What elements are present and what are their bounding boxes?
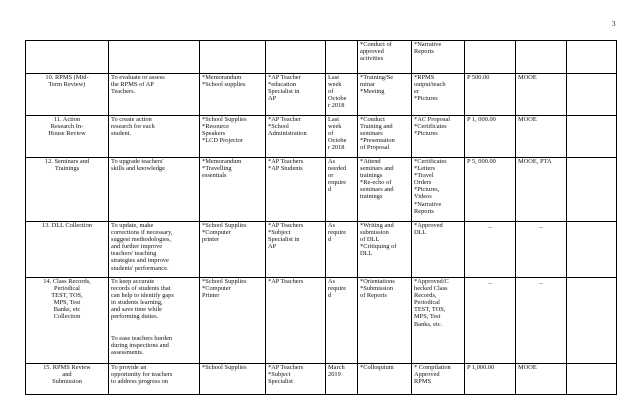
- objective-cell: [109, 41, 200, 74]
- fund-source-cell: _: [516, 222, 567, 278]
- objective-cell: To upgrade teachers' skills and knowledge: [109, 158, 200, 222]
- time-frame-cell: March 2019: [326, 364, 358, 395]
- remarks-cell: [567, 278, 617, 364]
- budget-cell: P 500.00: [465, 74, 516, 116]
- objective-cell: To evaluate or assess the RPMS of AP Teachers.: [109, 74, 200, 116]
- table-row: [26, 222, 617, 278]
- remarks-cell: [567, 222, 617, 278]
- strategies-cell: *Training/Se minar *Meeting: [358, 74, 412, 116]
- expected-output-cell: *Approved DLL: [412, 222, 465, 278]
- strategies-cell: *Writing and submission of DLL *Critiquing of DLL: [358, 222, 412, 278]
- time-frame-cell: As needed or require d: [326, 158, 358, 222]
- activity-cell: 10. RPMS (Mid- Term Review): [26, 74, 109, 116]
- budget-cell: _: [465, 278, 516, 364]
- persons-cell: *AP Teachers: [266, 278, 326, 364]
- strategies-cell: *Colloquium: [358, 364, 412, 395]
- objective-cell: To keep accurate records of students that can help to identify gaps in students learning, and save time while performing duties. To ease teachers burden during inspections and assessments.: [109, 278, 200, 364]
- strategies-cell: *Conduct of approved activities: [358, 41, 412, 74]
- strategies-cell: *Orientations *Submission of Reports: [358, 278, 412, 364]
- table-row: [26, 41, 617, 74]
- expected-output-cell: *Approved/C hecked Class Records, Periodical TEST, TOS, MPS, Test Banks, etc.: [412, 278, 465, 364]
- activity-cell: 14. Class Records, Periodical TEST, TOS, MPS, Test Banks, etc Collection: [26, 278, 109, 364]
- expected-output-cell: *Certificates *Letters *Travel Orders *Pictures, Videos *Narrative Reports: [412, 158, 465, 222]
- budget-cell: P 1, 000.00: [465, 116, 516, 158]
- time-frame-cell: As require d: [326, 222, 358, 278]
- table-row: [26, 74, 617, 116]
- action-plan-table: [25, 40, 617, 395]
- table-row: [26, 116, 617, 158]
- resources-cell: *Memorandum *Travelling essentials: [200, 158, 266, 222]
- remarks-cell: [567, 116, 617, 158]
- budget-cell: P 5, 000.00: [465, 158, 516, 222]
- persons-cell: *AP Teachers *Subject Specialist in AP: [266, 222, 326, 278]
- time-frame-cell: As require d: [326, 278, 358, 364]
- objective-cell: To update, make corrections if necessary, suggest methodologies, and further improve teachers' teaching strategies and improve students' performance.: [109, 222, 200, 278]
- fund-source-cell: MOOE: [516, 116, 567, 158]
- persons-cell: *AP Teachers *Subject Specialist: [266, 364, 326, 395]
- expected-output-cell: * Compilation Approved RPMS: [412, 364, 465, 395]
- objective-cell: To provide an opportunity for teachers to address progress on: [109, 364, 200, 395]
- persons-cell: *AP Teacher *School Administration: [266, 116, 326, 158]
- persons-cell: [266, 41, 326, 74]
- remarks-cell: [567, 364, 617, 395]
- expected-output-cell: *RPMS output/teach er *Pictures: [412, 74, 465, 116]
- fund-source-cell: [516, 41, 567, 74]
- activity-cell: 11. Action Research In- House Review: [26, 116, 109, 158]
- remarks-cell: [567, 41, 617, 74]
- page-number: 3: [612, 20, 616, 28]
- persons-cell: *AP Teachers *AP Students: [266, 158, 326, 222]
- fund-source-cell: MOOE: [516, 364, 567, 395]
- resources-cell: *School Supplies *Resource Speakers *LCD Projector: [200, 116, 266, 158]
- strategies-cell: *Conduct Training and seminars *Presentation of Proposal: [358, 116, 412, 158]
- budget-cell: _: [465, 222, 516, 278]
- resources-cell: [200, 41, 266, 74]
- expected-output-cell: *AC Proposal *Certificates *Pictures: [412, 116, 465, 158]
- remarks-cell: [567, 74, 617, 116]
- strategies-cell: *Attend seminars and trainings *Re-echo of seminars and trainings: [358, 158, 412, 222]
- resources-cell: *School Supplies *Computer Printer: [200, 278, 266, 364]
- expected-output-cell: *Narrative Reports: [412, 41, 465, 74]
- time-frame-cell: Last week of Octobe r 2018: [326, 116, 358, 158]
- fund-source-cell: MOOE, PTA: [516, 158, 567, 222]
- fund-source-cell: MOOE: [516, 74, 567, 116]
- persons-cell: *AP Teacher *education Specialist in AP: [266, 74, 326, 116]
- budget-cell: [465, 41, 516, 74]
- activity-cell: [26, 41, 109, 74]
- resources-cell: *School Supplies *Computer printer: [200, 222, 266, 278]
- time-frame-cell: Last week of Octobe r 2018: [326, 74, 358, 116]
- remarks-cell: [567, 158, 617, 222]
- budget-cell: P 1,000.00: [465, 364, 516, 395]
- time-frame-cell: [326, 41, 358, 74]
- resources-cell: *School Supplies: [200, 364, 266, 395]
- activity-cell: 13. DLL Collection: [26, 222, 109, 278]
- activity-cell: 12. Seminars and Trainings: [26, 158, 109, 222]
- resources-cell: *Memorandum *School supplies: [200, 74, 266, 116]
- objective-cell: To create action research for each student.: [109, 116, 200, 158]
- table-row: [26, 364, 617, 395]
- table-row: [26, 278, 617, 364]
- fund-source-cell: _: [516, 278, 567, 364]
- table-row: [26, 158, 617, 222]
- activity-cell: 15. RPMS Review and Submission: [26, 364, 109, 395]
